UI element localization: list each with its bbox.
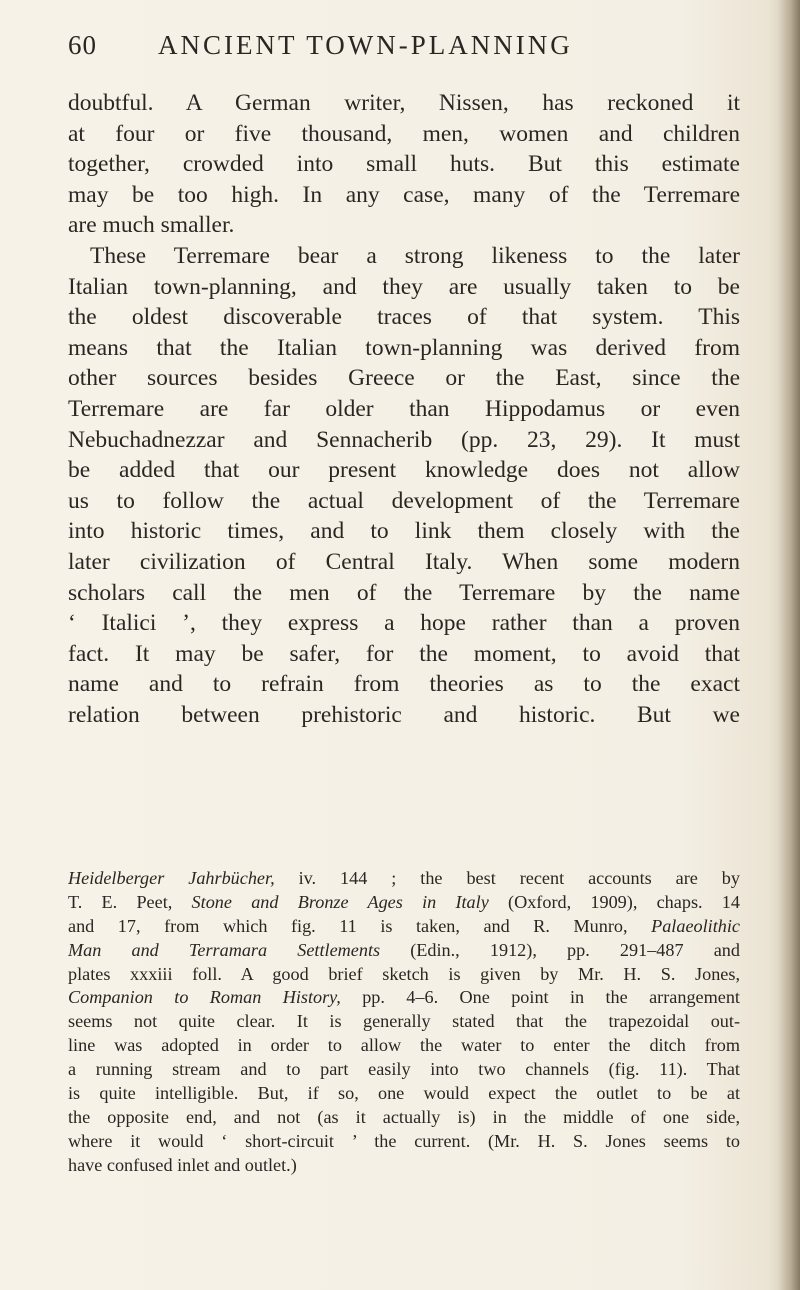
text-line: later civilization of Central Italy. When some modern (68, 548, 740, 575)
text-line: ‘ Italici ’, they express a hope rather than a proven (68, 610, 740, 637)
text-line: may be too high. In any case, many of the Terremare (68, 181, 740, 208)
text-line: be added that our present knowledge does not allow (68, 457, 740, 484)
footnote-line: the opposite end, and not (as it actually is) in the middle of one side, (68, 1106, 740, 1127)
running-header (68, 30, 748, 70)
footnote-text: T. E. Peet, (68, 891, 192, 912)
citation-title: Stone and Bronze Ages in Italy (191, 891, 489, 912)
footnote-text: iv. 144 ; the best recent accounts are by (274, 868, 740, 888)
footnote-line: a running stream and to part easily into two channels (fig. 11). That (68, 1059, 740, 1080)
footnote-text: (Edin., 1912), pp. 291–487 and (380, 939, 740, 960)
footnote-line: have confused inlet and outlet.) (68, 1154, 297, 1175)
page-edge-shadow (778, 0, 800, 1290)
footnote-line (68, 986, 740, 1010)
citation-title: Man and Terramara Settlements (68, 939, 381, 960)
footnote-text: (Oxford, 1909), chaps. 14 (488, 891, 740, 912)
footnote-line (68, 891, 740, 915)
text-line: us to follow the actual development of the Terremare (68, 487, 740, 514)
text-line: doubtful. A German writer, Nissen, has reckoned it (68, 90, 740, 116)
text-line: means that the Italian town-planning was derived from (68, 334, 740, 361)
text-line: into historic times, and to link them closely with the (68, 518, 740, 545)
footnote-line: is quite intelligible. But, if so, one would expect the outlet to be at (68, 1083, 740, 1104)
footnote-line (68, 867, 740, 891)
text-line: Italian town-planning, and they are usually taken to be (68, 273, 740, 300)
text-line: together, crowded into small huts. But this estimate (68, 151, 740, 178)
text-line: scholars call the men of the Terremare by the name (68, 579, 740, 606)
text-line: are much smaller. (68, 212, 235, 239)
text-line: relation between prehistoric and historic. But we (68, 701, 740, 728)
text-line: name and to refrain from theories as to the exact (68, 671, 740, 698)
footnote-line: where it would ‘ short-circuit ’ the current. (Mr. H. S. Jones seems to (68, 1130, 740, 1151)
footnote-text: pp. 4–6. One point in the arrangement (340, 987, 740, 1008)
text-line: other sources besides Greece or the East, since the (68, 365, 740, 392)
text-line: at four or five thousand, men, women and children (68, 120, 740, 147)
footnote (68, 867, 740, 1178)
text-line: These Terremare bear a strong likeness to the later (90, 242, 740, 269)
citation-title: Palaeolithic (651, 915, 740, 936)
running-title: ANCIENT TOWN-PLANNING (158, 30, 573, 60)
footnote-line: line was adopted in order to allow the water to enter the ditch from (68, 1035, 740, 1056)
citation-title: Heidelberger Jahrbücher, (68, 868, 275, 888)
main-text (68, 88, 740, 730)
footnote-line (68, 915, 740, 939)
text-line: Nebuchadnezzar and Sennacherib (pp. 23, 29). It must (68, 426, 740, 453)
text-line: the oldest discoverable traces of that system. This (68, 304, 740, 331)
footnote-line (68, 939, 740, 963)
text-line: Terremare are far older than Hippodamus or even (68, 395, 740, 422)
text-line: fact. It may be safer, for the moment, to avoid that (68, 640, 740, 667)
footnote-text: and 17, from which fig. 11 is taken, and R. Munro, (68, 915, 652, 936)
citation-title: Companion to Roman History, (68, 987, 341, 1008)
footnote-line: seems not quite clear. It is generally stated that the trapezoidal out- (68, 1011, 740, 1032)
footnote-line: plates xxxiii foll. A good brief sketch is given by Mr. H. S. Jones, (68, 963, 740, 984)
page-number: 60 (68, 30, 97, 60)
